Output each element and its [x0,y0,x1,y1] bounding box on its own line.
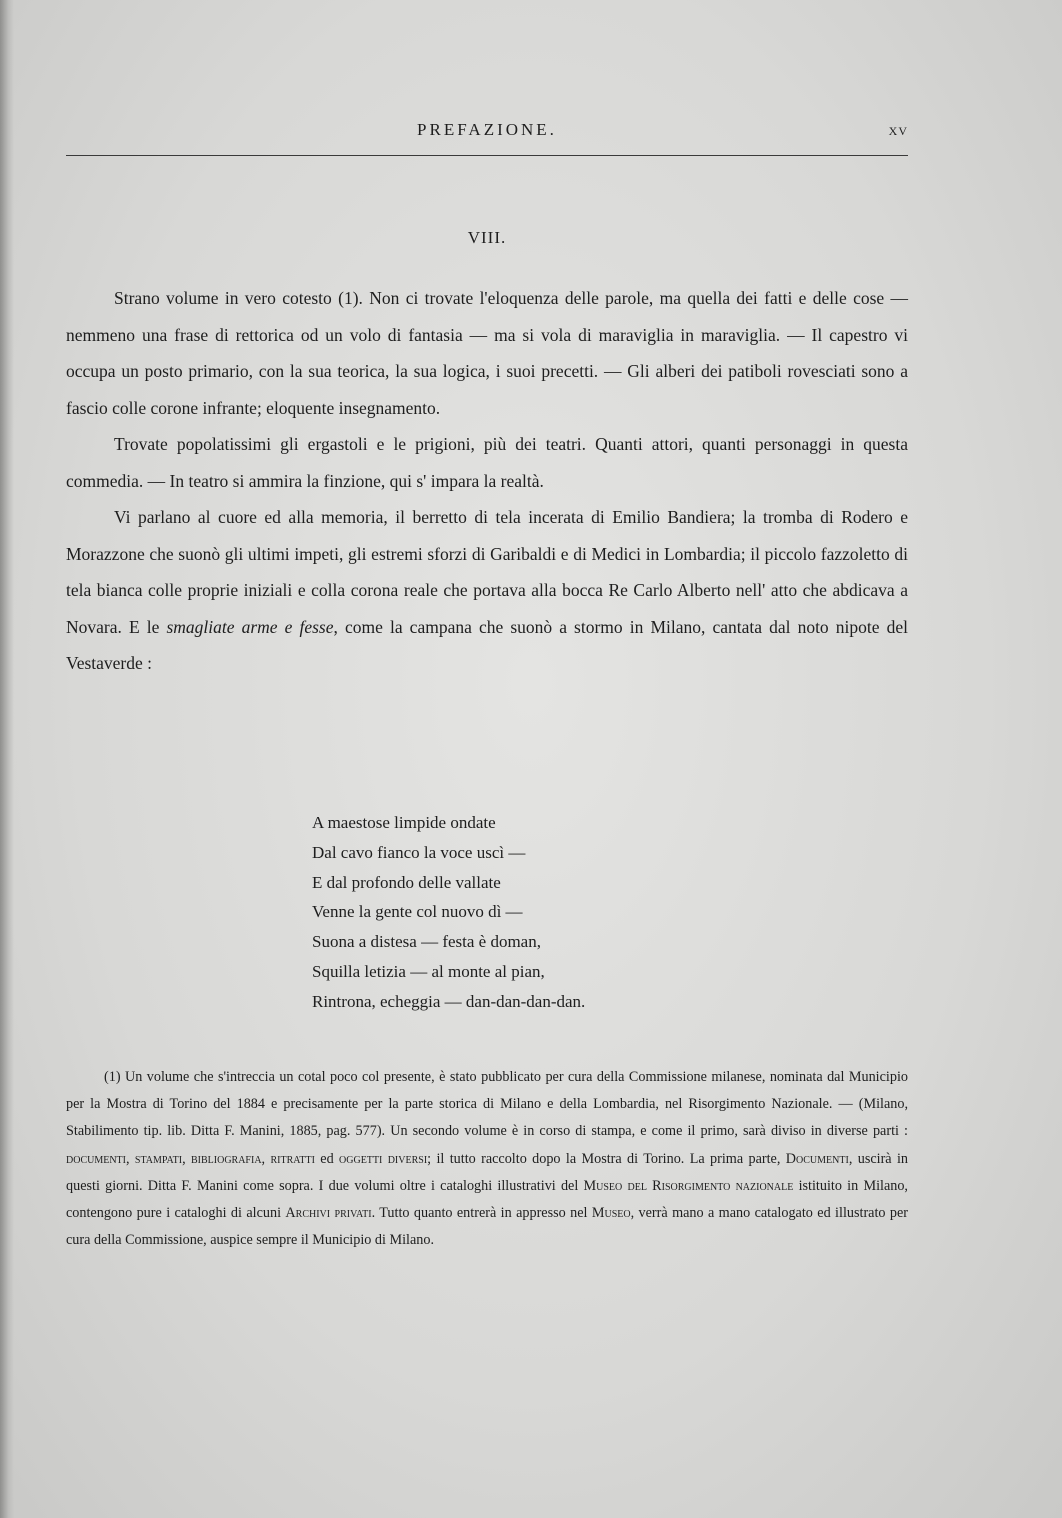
paragraph-3-text-b: , come la campana che suonò a stormo in Milano, cantata dal noto nipote del Vestaverde : [66,616,908,673]
poem-line: Squilla letizia — al monte al pian, [312,961,545,981]
poem-line: Rintrona, echeggia — dan-dan-dan-dan. [312,991,586,1011]
footnote-segment: istituito in Milano, contengono pure i cataloghi di alcuni [66,1177,908,1222]
section-heading: VIII. [467,228,507,247]
footnote [66,1064,908,1254]
footnote-segment: . Tutto quanto entrerà in appresso nel [371,1205,592,1222]
poem-line: E dal profondo delle vallate [312,872,501,892]
poem-line: Dal cavo fianco la voce uscì — [312,842,526,862]
header-rule [66,155,908,156]
paragraph-2: Trovate popolatissimi gli ergastoli e le prigioni, più dei teatri. Quanti attori, quanti personaggi in questa commedia. — In teatro si ammira la finzione, qui s' impara la realtà. [66,434,908,491]
running-head [66,118,908,148]
footnote-small-caps: documenti, stampati, bibliografia, ritratti [66,1150,315,1167]
page-binding-edge [0,0,14,1518]
footnote-small-caps: Museo del Risorgimento nazionale [583,1177,794,1194]
footnote-small-caps: Museo [591,1205,631,1222]
footnote-segment: ; il tutto raccolto dopo la Mostra di Torino. La prima parte, [427,1150,786,1167]
footnote-segment: (1) Un volume che s'intreccia un cotal poco col presente, è stato pubblicato per cura della Commissione milanese, nominata dal Municipio per la Mostra di Torino del 1884 e precisamente per la parte storica di Milano e della Lombardia, nel Risorgimento Nazionale. — (Milano, Stabilimento tip. lib. Ditta F. Manini, 1885, pag. 577). Un secondo volume è in corso di stampa, e come il primo, sarà diviso in diverse parti : [66,1069,908,1140]
poem-line: A maestose limpide ondate [312,813,496,832]
footnote-text [66,1064,908,1254]
footnote-small-caps: Documenti [785,1150,849,1167]
footnote-segment: ed [314,1150,340,1167]
footnote-segment: , uscirà in questi giorni. Ditta F. Manini come sopra. I due volumi oltre i cataloghi illustrativi del [66,1150,908,1194]
body-text [66,280,908,682]
paragraph-3-text-a: Vi parlano al cuore ed alla memoria, il berretto di tela incerata di Emilio Bandiera; la tromba di Rodero e Morazzone che suonò gli ultimi impeti, gli estremi sforzi di Garibaldi e di Medici in Lombardia; il piccolo fazzoletto di tela bianca colle proprie iniziali e colla corona reale che portava alla bocca Re Carlo Alberto nell' atto che abdicava a Novara. E le [66,507,908,637]
footnote-small-caps: Archivi privati [285,1205,372,1222]
paragraph-1: Strano volume in vero cotesto (1). Non ci trovate l'eloquenza delle parole, ma quella dei fatti e delle cose — nemmeno una frase di rettorica od un volo di fantasia — ma si vola di maraviglia in maraviglia. — Il capestro vi occupa un posto primario, con la sua teorica, la sua logica, i suoi precetti. — Gli alberi dei patiboli rovesciati sono a fascio colle corone infrante; eloquente insegnamento. [66,288,908,418]
poem-line: Suona a distesa — festa è doman, [312,932,541,952]
page-number: XV [888,124,908,138]
running-title: PREFAZIONE. [417,120,557,139]
footnote-segment: , verrà mano a mano catalogato ed illustrato per cura della Commissione, auspice sempre il Municipio di Milano. [66,1205,909,1249]
poem-line: Venne la gente col nuovo dì — [312,902,523,922]
poem [312,808,732,1017]
footnote-small-caps: oggetti diversi [339,1150,428,1167]
paragraph-3 [66,499,908,682]
paragraph-3-italic: smagliate arme e fesse [166,616,334,637]
